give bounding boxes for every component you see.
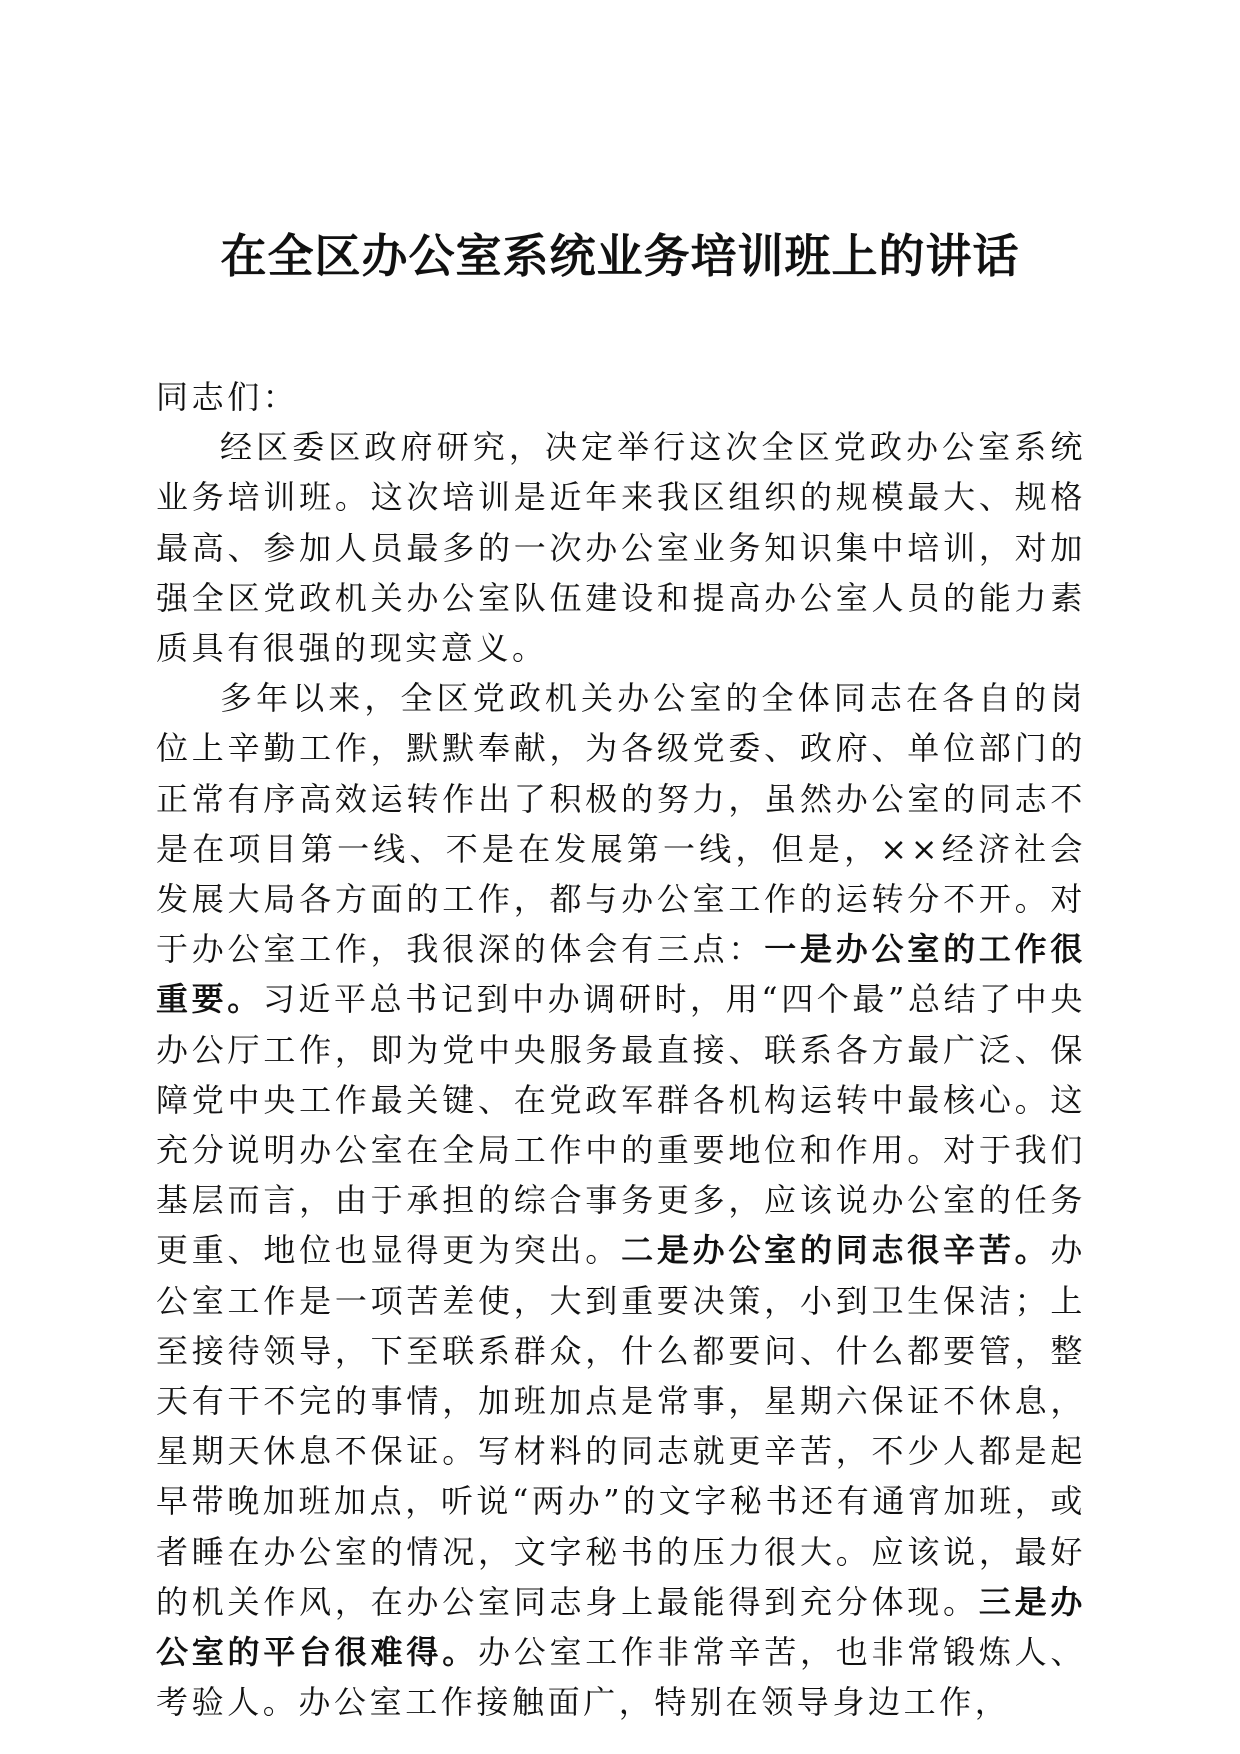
- document-body: [156, 372, 1086, 1727]
- point-1-heading: 一是办公室的工作很重要。: [156, 930, 1086, 1019]
- point-2-text: 办公室工作是一项苦差使，大到重要决策，小到卫生保洁；上至接待领导，下至联系群众，什么都要问、什么都要管，整天有干不完的事情，加班加点是常事，星期六保证不休息，星期天休息不保证。写材料的同志就更辛苦，不少人都是起早带晚加班加点，听说“两办”的文字秘书还有通宵加班，或者睡在办公室的情况，文字秘书的压力很大。应该说，最好的机关作风，在办公室同志身上最能得到充分体现。: [156, 1231, 1086, 1621]
- point-2-heading: 二是办公室的同志很辛苦。: [621, 1231, 1051, 1270]
- paragraph-2-intro: 多年以来，全区党政机关办公室的全体同志在各自的岗位上辛勤工作，默默奉献，为各级党委、政府、单位部门的正常有序高效运转作出了积极的努力，虽然办公室的同志不是在项目第一线、不是在发展第一线，但是，××经济社会发展大局各方面的工作，都与办公室工作的运转分不开。对于办公室工作，我很深的体会有三点：: [156, 679, 1086, 969]
- paragraph-2: [156, 673, 1086, 1727]
- point-3-text: 办公室工作非常辛苦，也非常锻炼人、考验人。办公室工作接触面广，特别在领导身边工作，: [156, 1633, 1086, 1722]
- point-3-heading: 三是办公室的平台很难得。: [156, 1582, 1086, 1672]
- salutation: 同志们：: [156, 378, 299, 416]
- paragraph-1: 经区委区政府研究，决定举行这次全区党政办公室系统业务培训班。这次培训是近年来我区组织的规模最大、规格最高、参加人员最多的一次办公室业务知识集中培训，对加强全区党政机关办公室队伍建设和提高办公室人员的能力素质具有很强的现实意义。: [156, 428, 1086, 668]
- point-1-text: 习近平总书记到中办调研时，用“四个最”总结了中央办公厅工作，即为党中央服务最直接、联系各方最广泛、保障党中央工作最关键、在党政军群各机构运转中最核心。这充分说明办公室在全局工作中的重要地位和作用。对于我们基层而言，由于承担的综合事务更多，应该说办公室的任务更重、地位也显得更为突出。: [156, 980, 1086, 1270]
- document-title: 在全区办公室系统业务培训班上的讲话: [220, 229, 1020, 283]
